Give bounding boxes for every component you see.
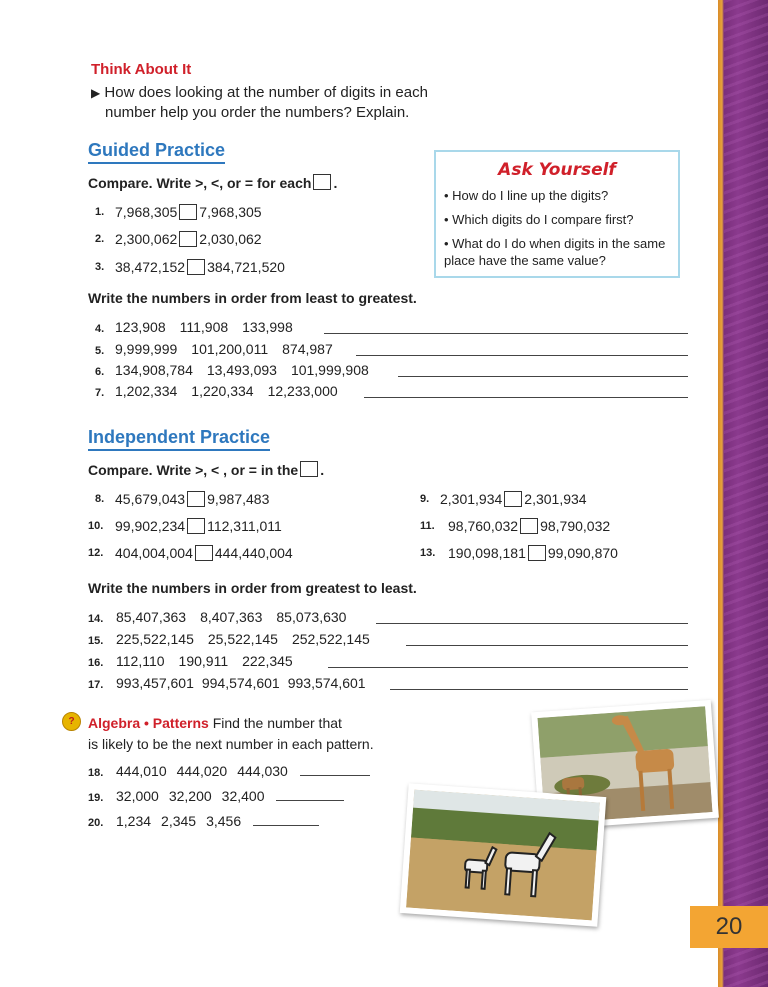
item-number: 15. <box>88 635 104 647</box>
question-line-2: number help you order the numbers? Explain. <box>105 104 410 121</box>
answer-box[interactable] <box>195 545 213 561</box>
item-number: 11. <box>420 520 435 532</box>
item-number: 12. <box>88 547 104 559</box>
answer-box[interactable] <box>520 518 538 534</box>
item-number: 9. <box>420 493 430 505</box>
answer-line[interactable] <box>356 355 688 356</box>
ask-item-3: • What do I do when digits in the same place have the same value? <box>444 236 666 268</box>
algebra-heading <box>88 715 342 731</box>
item-number: 17. <box>88 679 104 691</box>
compare-right: 384,721,520 <box>207 259 285 275</box>
compare-left: 98,760,032 <box>448 518 519 534</box>
pattern-value: 32,000 <box>116 788 159 804</box>
compare-item-3 <box>95 259 285 275</box>
answer-box[interactable] <box>187 259 205 275</box>
independent-instruction <box>88 461 324 478</box>
order-item-15 <box>88 631 384 647</box>
order-item-14 <box>88 609 360 625</box>
compare-left: 45,679,043 <box>115 491 186 507</box>
order-value: 222,345 <box>242 653 293 669</box>
order-value: 133,998 <box>242 319 293 335</box>
algebra-text-2: is likely to be the next number in each pattern. <box>88 736 374 752</box>
answer-line[interactable] <box>324 333 688 334</box>
order-value: 85,073,630 <box>276 609 347 625</box>
independent-order-instruction: Write the numbers in order from greatest to least. <box>88 580 417 596</box>
algebra-title: Algebra • Patterns <box>88 715 209 731</box>
pattern-value: 444,030 <box>237 763 288 779</box>
order-item-4 <box>95 319 307 335</box>
pattern-value: 32,200 <box>168 788 212 804</box>
pattern-item-18 <box>88 763 370 779</box>
compare-item-12 <box>88 545 293 561</box>
pattern-item-19 <box>88 788 344 804</box>
order-value: 993,574,601 <box>287 675 366 691</box>
order-value: 874,987 <box>282 341 333 357</box>
answer-box[interactable] <box>179 204 197 220</box>
compare-left: 190,098,181 <box>448 545 526 561</box>
item-number: 6. <box>95 366 105 378</box>
compare-right: 7,968,305 <box>199 204 262 220</box>
item-number: 14. <box>88 613 104 625</box>
answer-line[interactable] <box>328 667 688 668</box>
zebra-photo <box>400 783 607 926</box>
item-number: 1. <box>95 206 105 218</box>
guided-instruction-end: . <box>333 175 338 191</box>
answer-box-icon <box>313 174 331 190</box>
order-item-17 <box>88 675 380 691</box>
order-value: 112,110 <box>116 653 165 669</box>
order-value: 9,999,999 <box>115 341 178 357</box>
guided-practice-title: Guided Practice <box>88 140 225 164</box>
answer-line[interactable] <box>276 788 344 801</box>
sidebar-texture <box>724 0 768 987</box>
compare-left: 7,968,305 <box>115 204 178 220</box>
compare-item-11 <box>420 518 610 534</box>
algebra-text-1: Find the number that <box>212 715 342 731</box>
order-item-6 <box>95 362 383 378</box>
pattern-value: 2,345 <box>161 813 197 829</box>
think-question <box>91 83 491 123</box>
think-about-it-title: Think About It <box>91 61 192 78</box>
item-number: 2. <box>95 233 105 245</box>
compare-item-1 <box>95 204 262 220</box>
algebra-badge-icon: ? <box>62 712 81 731</box>
answer-box[interactable] <box>187 491 205 507</box>
order-value: 12,233,000 <box>267 383 338 399</box>
ask-yourself-title: Ask Yourself <box>498 160 616 180</box>
answer-line[interactable] <box>406 645 688 646</box>
order-value: 134,908,784 <box>115 362 193 378</box>
item-number: 13. <box>420 547 436 559</box>
order-value: 25,522,145 <box>207 631 278 647</box>
independent-instruction-end: . <box>320 462 325 478</box>
compare-left: 99,902,234 <box>115 518 186 534</box>
order-value: 225,522,145 <box>116 631 194 647</box>
answer-box[interactable] <box>528 545 546 561</box>
order-value: 13,493,093 <box>206 362 277 378</box>
item-number: 5. <box>95 345 105 357</box>
order-item-7 <box>95 383 352 399</box>
question-line-1: How does looking at the number of digits in each <box>104 84 428 101</box>
compare-right: 444,440,004 <box>214 545 293 561</box>
guided-instruction-text: Compare. Write >, <, or = for each <box>88 175 312 191</box>
compare-right: 112,311,011 <box>207 518 282 534</box>
item-number: 19. <box>88 792 104 804</box>
order-value: 101,200,011 <box>191 341 269 357</box>
zebra-image-icon <box>406 790 600 921</box>
ask-item-2: • Which digits do I compare first? <box>444 212 634 227</box>
page-number: 20 <box>690 906 768 948</box>
pattern-value: 32,400 <box>221 788 265 804</box>
independent-instruction-text: Compare. Write >, < , or = in the <box>88 462 299 478</box>
compare-item-8 <box>95 491 269 507</box>
order-item-16 <box>88 653 307 669</box>
compare-item-2 <box>95 231 262 247</box>
order-value: 252,522,145 <box>291 631 370 647</box>
guided-order-instruction: Write the numbers in order from least to greatest. <box>88 290 417 306</box>
order-value: 101,999,908 <box>290 362 369 378</box>
order-value: 8,407,363 <box>200 609 263 625</box>
compare-right: 9,987,483 <box>207 491 270 507</box>
answer-line[interactable] <box>300 763 370 776</box>
pattern-value: 3,456 <box>206 813 242 829</box>
answer-box[interactable] <box>187 518 205 534</box>
triangle-bullet-icon: ▶ <box>91 86 101 100</box>
item-number: 4. <box>95 323 105 335</box>
item-number: 20. <box>88 817 104 829</box>
compare-item-10 <box>88 518 282 534</box>
answer-box-icon <box>300 461 318 477</box>
guided-instruction <box>88 174 337 191</box>
order-value: 1,202,334 <box>115 383 178 399</box>
pattern-value: 444,010 <box>116 763 167 779</box>
item-number: 8. <box>95 493 105 505</box>
answer-line[interactable] <box>364 397 688 398</box>
compare-left: 404,004,004 <box>115 545 193 561</box>
compare-right: 99,090,870 <box>547 545 618 561</box>
order-value: 1,220,334 <box>191 383 254 399</box>
order-value: 111,908 <box>179 319 229 335</box>
order-value: 993,457,601 <box>116 675 194 691</box>
compare-left: 2,300,062 <box>115 231 178 247</box>
item-number: 10. <box>88 520 104 532</box>
answer-line[interactable] <box>376 623 688 624</box>
ask-item-1: • How do I line up the digits? <box>444 188 609 203</box>
answer-line[interactable] <box>398 376 688 377</box>
answer-box[interactable] <box>179 231 197 247</box>
pattern-item-20 <box>88 813 319 829</box>
compare-item-9 <box>420 491 587 507</box>
compare-right: 2,301,934 <box>524 491 587 507</box>
compare-right: 98,790,032 <box>540 518 611 534</box>
answer-box[interactable] <box>504 491 522 507</box>
order-item-5 <box>95 341 347 357</box>
item-number: 16. <box>88 657 104 669</box>
ask-yourself-box <box>434 150 680 278</box>
independent-practice-title: Independent Practice <box>88 427 270 451</box>
item-number: 3. <box>95 261 105 273</box>
answer-line[interactable] <box>253 813 319 826</box>
pattern-value: 444,020 <box>176 763 228 779</box>
answer-line[interactable] <box>390 689 688 690</box>
compare-left: 2,301,934 <box>440 491 503 507</box>
order-value: 994,574,601 <box>201 675 280 691</box>
order-value: 190,911 <box>178 653 229 669</box>
item-number: 18. <box>88 767 104 779</box>
item-number: 7. <box>95 387 105 399</box>
order-value: 123,908 <box>115 319 166 335</box>
compare-item-13 <box>420 545 618 561</box>
compare-left: 38,472,152 <box>115 259 186 275</box>
compare-right: 2,030,062 <box>199 231 262 247</box>
order-value: 85,407,363 <box>116 609 187 625</box>
pattern-value: 1,234 <box>116 813 152 829</box>
